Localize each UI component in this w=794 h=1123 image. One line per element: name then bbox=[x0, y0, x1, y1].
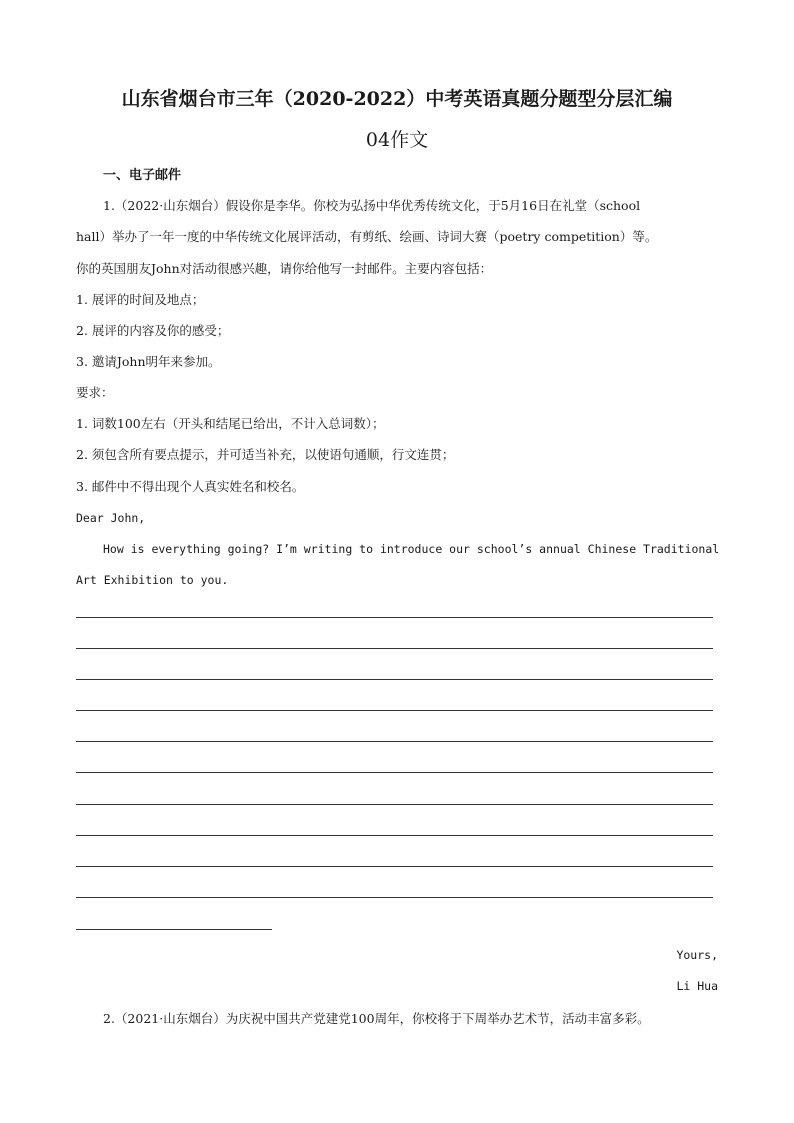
q1-requirement-2: 2. 须包含所有要点提示，并可适当补充，以使语句通顺，行文连贯； bbox=[76, 447, 455, 462]
q2-intro-line-1: 2.（2021·山东烟台）为庆祝中国共产党建党100周年，你校将于下周举办艺术节，活动丰富多彩。 bbox=[103, 1011, 650, 1026]
writing-line bbox=[76, 648, 713, 649]
writing-line-short bbox=[76, 929, 272, 930]
writing-line bbox=[76, 772, 713, 773]
writing-line bbox=[76, 617, 713, 618]
title-line-1: 山东省烟台市三年（2020-2022）中考英语真题分题型分层汇编 bbox=[121, 88, 673, 110]
letter-signature: Li Hua bbox=[676, 979, 718, 993]
letter-opening-line-1: How is everything going? I’m writing to introduce our school’s annual Chinese Traditional bbox=[103, 542, 720, 556]
q1-requirement-1: 1. 词数100左右（开头和结尾已给出，不计入总词数）； bbox=[76, 416, 385, 431]
letter-opening-line-2: Art Exhibition to you. bbox=[76, 573, 229, 587]
q1-intro-line-1: 1.（2022·山东烟台）假设你是李华。你校为弘扬中华优秀传统文化，于5月16日在礼堂（school bbox=[103, 198, 641, 213]
letter-salutation: Dear John, bbox=[76, 511, 146, 525]
writing-line bbox=[76, 804, 713, 805]
writing-line bbox=[76, 835, 713, 836]
writing-line bbox=[76, 897, 713, 898]
q1-point-2: 2. 展评的内容及你的感受； bbox=[76, 323, 230, 338]
q1-requirements-label: 要求： bbox=[76, 385, 114, 400]
q1-point-3: 3. 邀请John明年来参加。 bbox=[76, 354, 221, 369]
letter-closing: Yours, bbox=[676, 948, 718, 962]
writing-line bbox=[76, 710, 713, 711]
q1-intro-line-2: hall）举办了一年一度的中华传统文化展评活动，有剪纸、绘画、诗词大赛（poetry competition）等。 bbox=[76, 229, 658, 244]
q1-point-1: 1. 展评的时间及地点； bbox=[76, 292, 205, 307]
writing-line bbox=[76, 866, 713, 867]
title-line-2: 04作文 bbox=[365, 129, 429, 151]
writing-line bbox=[76, 741, 713, 742]
writing-line bbox=[76, 679, 713, 680]
q1-intro-line-3: 你的英国朋友John对活动很感兴趣，请你给他写一封邮件。主要内容包括： bbox=[76, 261, 493, 276]
q1-requirement-3: 3. 邮件中不得出现个人真实姓名和校名。 bbox=[76, 479, 305, 494]
section-heading: 一、电子邮件 bbox=[103, 168, 182, 183]
